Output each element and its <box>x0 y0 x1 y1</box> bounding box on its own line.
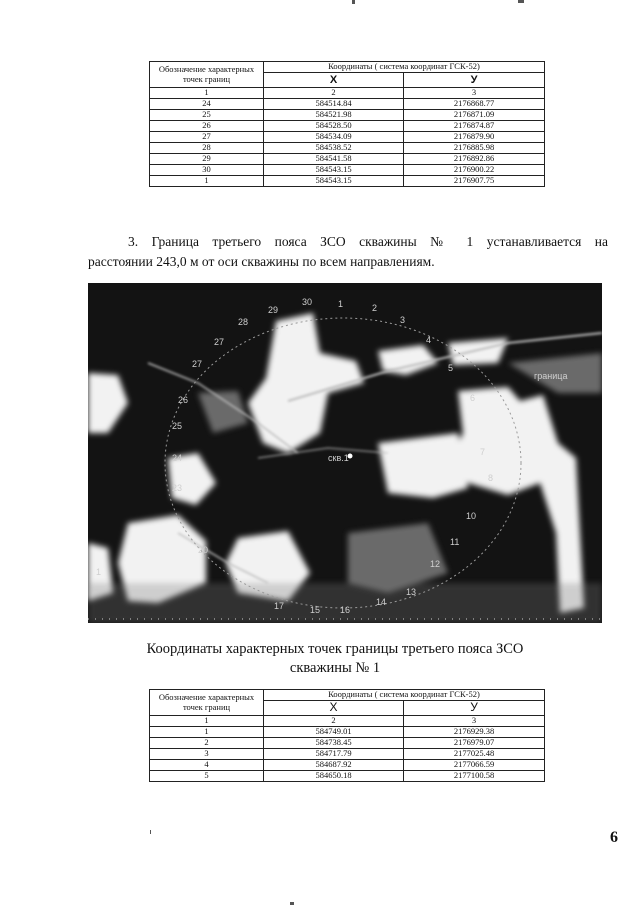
x-cell: 584521.98 <box>264 110 404 121</box>
point-cell: 26 <box>150 121 264 132</box>
point-label: 30 <box>302 297 313 307</box>
point-label: 6 <box>470 393 476 403</box>
paragraph-line-1: 3. Граница третьего пояса ЗСО скважины № 1 устанавливается на <box>128 234 608 249</box>
numbering-row <box>150 716 545 727</box>
point-label: 12 <box>430 559 441 569</box>
caption-line-2: скважины № 1 <box>289 660 381 676</box>
header-x: X <box>264 73 404 88</box>
point-label: 1 <box>338 299 344 309</box>
point-label: 10 <box>466 511 477 521</box>
point-label: 2 <box>372 303 378 313</box>
point-cell: 27 <box>150 132 264 143</box>
y-cell: 2176979.07 <box>404 738 545 749</box>
table-cell: 3 <box>404 88 545 99</box>
table-cell: 2 <box>264 716 404 727</box>
coordinates-table-1 <box>149 61 545 187</box>
header-point-col: Обозначение характерных точек границ <box>150 62 264 88</box>
y-cell: 2177100.58 <box>404 771 545 782</box>
point-label: 13 <box>406 587 417 597</box>
scan-mark <box>150 830 151 834</box>
table-cell: 1 <box>150 88 264 99</box>
point-label: 17 <box>274 601 285 611</box>
point-label: 7 <box>480 447 486 457</box>
well-label: скв.1 <box>328 453 349 463</box>
satellite-map-image <box>88 283 602 623</box>
point-cell: 3 <box>150 749 264 760</box>
coordinates-table-2 <box>149 689 545 782</box>
y-cell: 2176874.87 <box>404 121 545 132</box>
header-y: У <box>404 701 545 716</box>
point-cell: 2 <box>150 738 264 749</box>
point-label: 4 <box>426 335 432 345</box>
page-number: 6 <box>610 829 618 846</box>
map-right-label: граница <box>534 371 568 381</box>
y-cell: 2176929.38 <box>404 727 545 738</box>
table-row <box>150 110 545 121</box>
x-cell: 584738.45 <box>264 738 404 749</box>
point-label: 14 <box>376 597 387 607</box>
table-row <box>150 121 545 132</box>
scan-mark <box>518 0 524 3</box>
y-cell: 2176879.90 <box>404 132 545 143</box>
table-cell: 1 <box>150 716 264 727</box>
point-label: 25 <box>172 421 183 431</box>
x-cell: 584514.84 <box>264 99 404 110</box>
point-label: 26 <box>178 395 189 405</box>
table-row <box>150 771 545 782</box>
point-label: 29 <box>268 305 279 315</box>
point-cell: 5 <box>150 771 264 782</box>
point-cell: 1 <box>150 176 264 187</box>
header-x: X <box>264 701 404 716</box>
x-cell: 584534.09 <box>264 132 404 143</box>
point-cell: 30 <box>150 165 264 176</box>
point-label: 11 <box>450 537 460 547</box>
x-cell: 584541.58 <box>264 154 404 165</box>
scan-mark <box>352 0 355 4</box>
point-label: 5 <box>448 363 454 373</box>
table-row <box>150 99 545 110</box>
header-point-col: Обозначение характерных точек границ <box>150 690 264 716</box>
x-cell: 584538.52 <box>264 143 404 154</box>
table-row <box>150 132 545 143</box>
x-cell: 584717.79 <box>264 749 404 760</box>
map-graphic <box>88 283 602 623</box>
paragraph-line-2: расстоянии 243,0 м от оси скважины по всем направлениям. <box>88 254 435 269</box>
table-row <box>150 760 545 771</box>
point-label: 24 <box>172 453 183 463</box>
point-label: 1 <box>96 567 102 577</box>
x-cell: 584528.50 <box>264 121 404 132</box>
header-y: У <box>404 73 545 88</box>
table-row <box>150 176 545 187</box>
numbering-row <box>150 88 545 99</box>
table-row <box>150 727 545 738</box>
point-label: 28 <box>238 317 249 327</box>
point-label: 16 <box>340 605 351 615</box>
y-cell: 2176885.98 <box>404 143 545 154</box>
y-cell: 2176907.75 <box>404 176 545 187</box>
x-cell: 584650.18 <box>264 771 404 782</box>
x-cell: 584543.15 <box>264 165 404 176</box>
x-cell: 584543.15 <box>264 176 404 187</box>
table-row <box>150 738 545 749</box>
table-caption <box>120 640 550 678</box>
point-label: 27 <box>214 337 225 347</box>
y-cell: 2176900.22 <box>404 165 545 176</box>
table-cell: 2 <box>264 88 404 99</box>
table-row <box>150 749 545 760</box>
y-cell: 2177066.59 <box>404 760 545 771</box>
point-label: 23 <box>172 483 183 493</box>
boundary-paragraph <box>88 232 608 272</box>
table-row <box>150 165 545 176</box>
y-cell: 2176868.77 <box>404 99 545 110</box>
point-label: 15 <box>310 605 321 615</box>
point-cell: 24 <box>150 99 264 110</box>
y-cell: 2176871.09 <box>404 110 545 121</box>
table-row <box>150 154 545 165</box>
table-cell: 3 <box>404 716 545 727</box>
y-cell: 2176892.86 <box>404 154 545 165</box>
point-label: 20 <box>198 545 209 555</box>
point-cell: 29 <box>150 154 264 165</box>
y-cell: 2177025.48 <box>404 749 545 760</box>
point-cell: 1 <box>150 727 264 738</box>
point-cell: 4 <box>150 760 264 771</box>
point-cell: 28 <box>150 143 264 154</box>
point-label: 27 <box>192 359 203 369</box>
point-label: 8 <box>488 473 494 483</box>
header-coords-col: Координаты ( система координат ГСК-52) <box>264 690 545 701</box>
header-coords-col: Координаты ( система координат ГСК-52) <box>264 62 545 73</box>
caption-line-1: Координаты характерных точек границы третьего пояса ЗСО <box>146 641 524 657</box>
table-row <box>150 143 545 154</box>
point-label: 3 <box>400 315 406 325</box>
x-cell: 584687.92 <box>264 760 404 771</box>
point-cell: 25 <box>150 110 264 121</box>
x-cell: 584749.01 <box>264 727 404 738</box>
